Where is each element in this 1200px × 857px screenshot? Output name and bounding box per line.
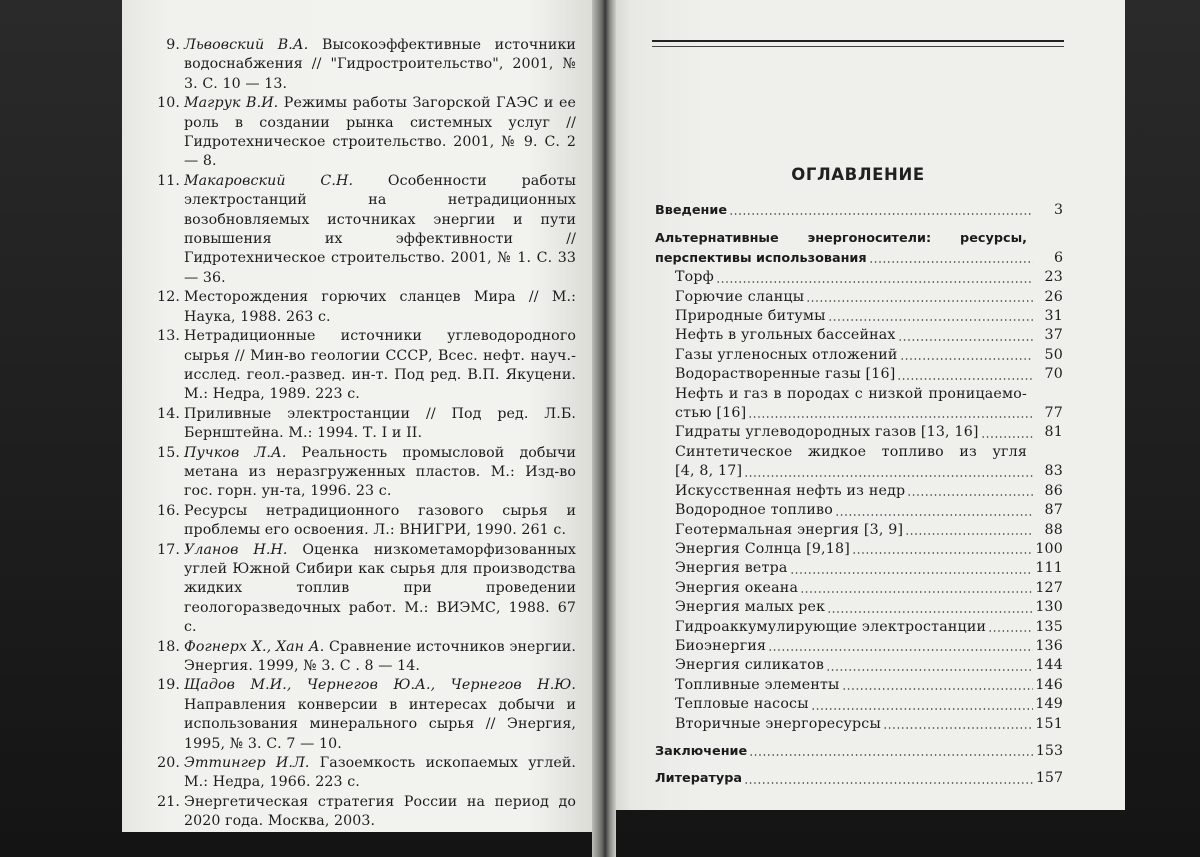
toc-entry-label: Водорастворенные газы [16] [675, 366, 896, 383]
reference-author: Пучков Л.А. [184, 444, 287, 461]
reference-text: Энергетическая стратегия России на период до 2020 года. Москва, 2003. [184, 793, 576, 830]
toc-entry-label: Водородное топливо [675, 502, 833, 519]
dot-leader [768, 638, 1033, 652]
toc-entry[interactable] [655, 579, 1063, 598]
toc-entry-page: 77 [1044, 405, 1063, 422]
toc-entry-label: Газы угленосных отложений [675, 346, 898, 363]
reference-text: Ресурсы нетрадиционного газового сырья и проблемы его освоения. Л.: ВНИГРИ, 1990. 261 с. [184, 502, 576, 539]
reference-text: Сравнение источников энергии. Энергия. 1999, № 3. С . 8 — 14. [184, 638, 576, 674]
dot-leader [898, 328, 1033, 342]
toc-entry-page: 81 [1044, 424, 1063, 441]
toc-entry[interactable] [655, 462, 1063, 481]
dot-leader [806, 289, 1033, 303]
toc-entry-page: 146 [1035, 676, 1063, 693]
reference-item [158, 94, 576, 172]
dot-leader [900, 347, 1033, 361]
toc-section-heading[interactable]: Альтернативные энергоносители: ресурсы, [655, 231, 1027, 247]
toc-entry-label: Энергия океана [675, 579, 799, 596]
toc-entry[interactable] [655, 501, 1063, 520]
reference-number: 20. [157, 755, 180, 772]
toc-entry-label: Литература [655, 771, 743, 787]
reference-item [158, 36, 576, 94]
toc-entry[interactable] [655, 288, 1063, 307]
toc-entry-page: 50 [1044, 346, 1063, 363]
dot-leader [800, 580, 1033, 594]
reference-number: 14. [157, 405, 180, 422]
reference-number: 11. [157, 172, 180, 189]
toc-entry-page: 130 [1035, 599, 1063, 616]
toc-entry[interactable] [655, 307, 1063, 326]
dot-leader [716, 270, 1033, 284]
toc-entry-label: Энергия ветра [675, 560, 788, 577]
dot-leader [748, 405, 1033, 419]
reference-text: Нетрадиционные источники углеводородного сырья // Мин-во геологии СССР, Всес. нефт. науч.-исслед. геол.-развед. ин-т. Под ред. В.П. Якуцени. М.: Недра, 1989. 223 с. [184, 328, 576, 403]
dot-leader [828, 308, 1033, 322]
toc-entry[interactable] [655, 598, 1063, 617]
toc-entry-intro[interactable] [655, 201, 1063, 220]
dot-leader [869, 250, 1033, 264]
toc-entry-wrapped-line[interactable]: Нефть и газ в породах с низкой проницаемо- [675, 385, 1027, 402]
reference-list [158, 36, 576, 832]
dot-leader [729, 202, 1033, 216]
toc-entry-label: Природные битумы [675, 308, 826, 325]
toc-entry-label: Заключение [655, 743, 748, 759]
toc-entry[interactable] [655, 540, 1063, 559]
toc-entry[interactable] [655, 365, 1063, 384]
reference-text: Особенности работы электростанций на нетрадиционных возобновляемых источниках энергии и пути повышения их эффективности // Гидротехническое строительство. 2001, № 1. С. 33 — 36. [184, 172, 576, 286]
toc-entry-label: Топливные элементы [675, 676, 840, 693]
dot-leader [852, 541, 1033, 555]
book-gutter [592, 0, 616, 857]
toc-entry-page: 135 [1035, 618, 1063, 635]
dot-leader [981, 425, 1033, 439]
reference-item [158, 676, 576, 754]
dot-leader [749, 743, 1033, 757]
reference-number: 16. [157, 502, 180, 519]
toc-entry-page: 151 [1035, 715, 1063, 732]
reference-number: 18. [157, 638, 180, 655]
reference-text: Направления конверсии в интересах добычи и использования минерального сырья // Энергия, 1995, № 3. С. 7 — 10. [184, 696, 576, 752]
toc-entry-page: 153 [1035, 742, 1063, 759]
dot-leader [827, 600, 1033, 614]
toc-entry-page: 3 [1053, 202, 1063, 218]
reference-number: 15. [157, 444, 180, 461]
toc-entry-conclusion[interactable] [655, 742, 1063, 761]
toc-entry-page: 87 [1044, 502, 1063, 519]
reference-number: 12. [157, 289, 180, 306]
toc-entry-wrapped-line[interactable]: Синтетическое жидкое топливо из угля [675, 443, 1027, 460]
dot-leader [988, 619, 1033, 633]
toc-entry-page: 149 [1035, 696, 1063, 713]
reference-text: Приливные электростанции // Под ред. Л.Б. Бернштейна. М.: 1994. Т. I и II. [184, 405, 576, 442]
reference-number: 17. [157, 541, 180, 558]
reference-item [158, 502, 576, 541]
toc-entry-label: Гидроаккумулирующие электростанции [675, 618, 987, 635]
toc-entry-page: 86 [1044, 482, 1063, 499]
toc-entry[interactable] [655, 521, 1063, 540]
reference-number: 9. [166, 37, 180, 53]
toc-entry-label: Вторичные энергоресурсы [675, 715, 881, 732]
header-rule [652, 40, 1064, 42]
reference-number: 19. [157, 677, 180, 694]
reference-author: Эттингер И.Л. [184, 755, 310, 772]
toc-title: ОГЛАВЛЕНИЕ [791, 165, 925, 184]
header-rule-thin [652, 46, 1064, 47]
reference-author: Уланов Н.Н. [184, 541, 288, 558]
toc-entry-label: Биоэнергия [675, 637, 767, 654]
reference-text: Оценка низкометаморфизованных углей Южной Сибири как сырья для производства жидких топлив при проведении геологоразведочных работ. М.: ВИЭМС, 1988. 67 с. [184, 541, 576, 636]
reference-item [158, 793, 576, 832]
toc-entry-label: Гидраты углеводородных газов [13, 16] [675, 424, 979, 441]
dot-leader [907, 483, 1033, 497]
toc-entry[interactable] [655, 656, 1063, 675]
toc-entry-label: Тепловые насосы [675, 696, 809, 713]
reference-item [158, 288, 576, 327]
dot-leader [905, 522, 1033, 536]
toc-entry-label: Торф [675, 269, 714, 286]
toc-entry-page: 70 [1044, 366, 1063, 383]
dot-leader [883, 716, 1033, 730]
reference-item [158, 444, 576, 502]
dot-leader [897, 367, 1033, 381]
reference-item [158, 327, 576, 405]
toc-entry-page: 127 [1035, 579, 1063, 596]
reference-text: Месторождения горючих сланцев Мира // М.: Наука, 1988. 263 с. [184, 289, 576, 325]
reference-number: 13. [157, 328, 180, 345]
toc-entry-label: Горючие сланцы [675, 288, 805, 305]
toc-entry-label: Искусственная нефть из недр [675, 482, 906, 499]
reference-text: Реальность промысловой добычи метана из неразгруженных пластов. М.: Изд-во гос. горн. ун-та, 1996. 23 с. [184, 444, 576, 500]
toc-entry-label: Введение [655, 203, 728, 218]
reference-text: Высокоэффективные источники водоснабжения // "Гидростроительство", 2001, № 3. С. 10 — 13. [184, 37, 576, 92]
dot-leader [826, 658, 1033, 672]
dot-leader [744, 464, 1033, 478]
toc-entry-page: 6 [1053, 249, 1063, 266]
toc-entry[interactable] [655, 423, 1063, 442]
toc-entry[interactable] [655, 695, 1063, 714]
reference-item [158, 638, 576, 677]
reference-item [158, 405, 576, 444]
toc-entry-label: Энергия малых рек [675, 599, 826, 616]
toc-entry-label: Энергия силикатов [675, 657, 825, 674]
toc-entry-page: 83 [1044, 463, 1063, 480]
dot-leader [744, 771, 1033, 785]
toc-entry-page: 31 [1044, 308, 1063, 325]
reference-number: 21. [157, 793, 180, 810]
reference-item [158, 172, 576, 288]
toc-entry-page: 111 [1035, 560, 1063, 577]
reference-item [158, 541, 576, 638]
reference-author: Макаровский С.Н. [184, 172, 354, 189]
toc-entry-label: [4, 8, 17] [675, 463, 743, 480]
reference-author: Львовский В.А. [184, 37, 309, 53]
toc-entry-page: 157 [1035, 770, 1063, 787]
reference-text: Газоемкость ископаемых углей. М.: Недра, 1966. 223 с. [184, 755, 576, 791]
dot-leader [811, 697, 1033, 711]
toc-entry-page: 144 [1035, 657, 1063, 674]
reference-author: Фогнерх Х., Хан А. [184, 638, 325, 655]
toc-entry[interactable] [655, 404, 1063, 423]
toc-entry-page: 26 [1044, 288, 1063, 305]
toc-entry-section[interactable] [655, 249, 1063, 268]
toc-entry[interactable] [655, 676, 1063, 695]
dot-leader [842, 677, 1033, 691]
toc-entry[interactable] [655, 618, 1063, 637]
reference-item [158, 754, 576, 793]
toc-entry-page: 100 [1035, 540, 1063, 557]
toc-entry-label: стью [16] [675, 405, 747, 422]
toc-entry-page: 37 [1044, 327, 1063, 344]
table-of-contents [655, 201, 1063, 789]
toc-entry-label: Геотермальная энергия [3, 9] [675, 521, 904, 538]
toc-entry[interactable] [655, 268, 1063, 287]
dot-leader [835, 503, 1033, 517]
toc-entry[interactable] [655, 346, 1063, 365]
reference-author: Магрук В.И. [184, 95, 279, 112]
toc-entry-page: 23 [1044, 269, 1063, 286]
toc-entry-page: 88 [1044, 521, 1063, 538]
toc-entry-label: перспективы использования [655, 250, 867, 266]
toc-entry-page: 136 [1035, 637, 1063, 654]
reference-author: Щадов М.И., Чернегов Ю.А., Чернегов Н.Ю. [184, 677, 576, 694]
toc-entry[interactable] [655, 559, 1063, 578]
toc-entry-literature[interactable] [655, 769, 1063, 788]
toc-entry[interactable] [655, 482, 1063, 501]
toc-entry-label: Нефть в угольных бассейнах [675, 327, 896, 344]
dot-leader [790, 561, 1033, 575]
reference-text: Режимы работы Загорской ГАЭС и ее роль в создании рынка системных услуг // Гидротехническое строительство. 2001, № 9. С. 2 — 8. [184, 95, 576, 170]
reference-number: 10. [157, 95, 180, 112]
toc-entry-label: Энергия Солнца [9,18] [675, 540, 850, 557]
toc-entry[interactable] [655, 326, 1063, 345]
toc-entry[interactable] [655, 637, 1063, 656]
toc-entry[interactable] [655, 715, 1063, 734]
